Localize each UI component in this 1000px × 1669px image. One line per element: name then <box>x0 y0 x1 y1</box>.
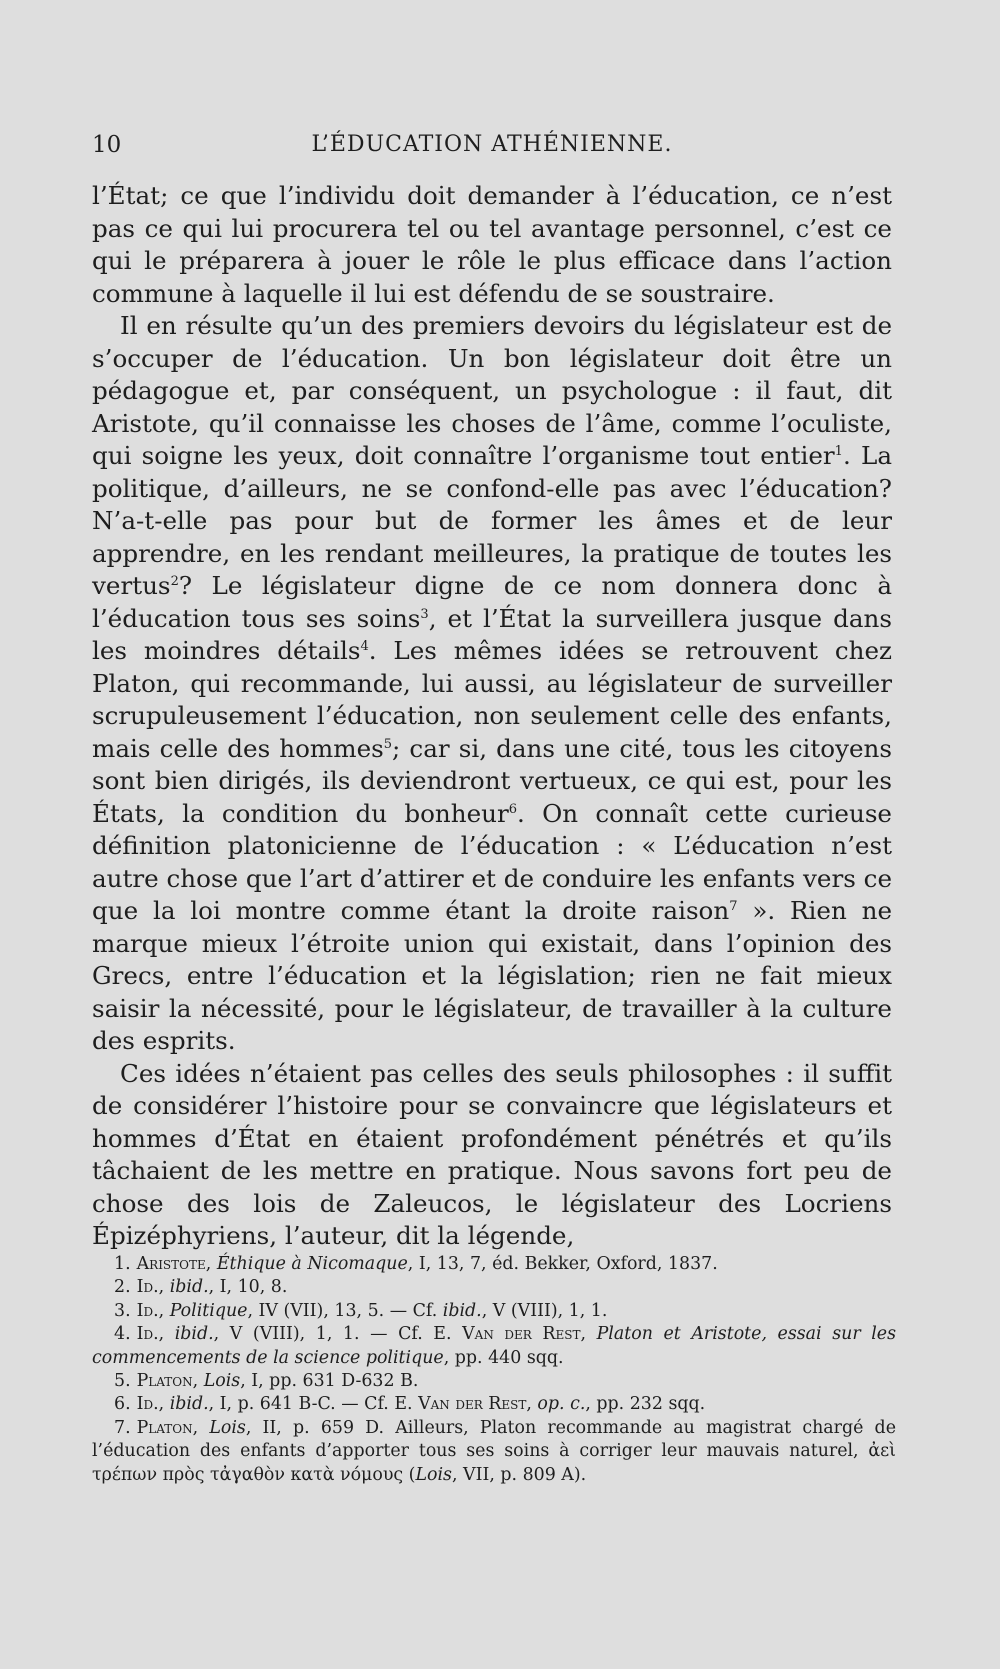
work-title: op. c. <box>537 1394 586 1415</box>
footnote-text: , I, p. 641 B-C. — Cf. E. <box>208 1394 419 1415</box>
author-name: Id. <box>136 1324 159 1345</box>
work-title: ibid. <box>169 1277 209 1298</box>
footnotes <box>92 1253 896 1487</box>
author-name: Id. <box>136 1277 159 1298</box>
text-run: . On connaît cette curieuse définition platonicienne de l’éducation : « L’éducation n’est autre chose que l’art d’attirer et de conduire les enfants vers ce que la loi montre comme étant la droite raison <box>92 798 892 925</box>
footnote-ref: 3 <box>420 606 429 622</box>
paragraph <box>92 310 892 1058</box>
footnote-number: 3. <box>114 1300 131 1321</box>
text-run: Il en résulte qu’un des premiers devoirs du législateur est de s’occuper de l’éducation. Un bon législateur doit être un pédagogue et, par conséquent, un psychologue : il faut, dit Aristote, qu’il connaisse les choses de l’âme, comme l’oculiste, qui soigne les yeux, doit connaître l’organisme tout entier <box>92 311 892 470</box>
footnote <box>92 1323 896 1370</box>
footnote-text: , <box>158 1300 170 1321</box>
paragraph <box>92 1058 892 1253</box>
footnote-text: , VII, p. 809 A). <box>451 1464 587 1485</box>
footnote <box>92 1300 896 1323</box>
footnote-text: , <box>580 1324 597 1345</box>
work-title: ibid. <box>169 1394 209 1415</box>
text-run: , et l’État la surveillera jusque dans les moindres détails <box>92 603 892 665</box>
author-name: Id. <box>136 1300 159 1321</box>
work-title: Lois <box>203 1371 241 1392</box>
footnote-text: , <box>192 1371 204 1392</box>
work-title: Lois <box>209 1417 246 1438</box>
body-text <box>92 180 892 1253</box>
footnote-number: 7. <box>114 1417 131 1438</box>
footnote-text: , I, 10, 8. <box>208 1277 288 1298</box>
footnote-text: , V (VIII), 1, 1. — Cf. E. <box>213 1324 463 1345</box>
text-run: Ces idées n’étaient pas celles des seuls philosophes : il suffit de considérer l’histoire pour se convaincre que législateurs et hommes d’État en étaient profondément pénétrés et qu’ils tâchaient de les mettre en pratique. Nous savons fort peu de chose des lois de Zaleucos, le législateur des Locriens Épizéphyriens, l’auteur, dit la légende, <box>92 1058 892 1250</box>
author-name: Van der Rest <box>418 1394 527 1415</box>
footnote <box>92 1417 896 1487</box>
footnote-text: , <box>158 1324 175 1345</box>
footnote <box>92 1393 896 1416</box>
footnote-text: , <box>192 1417 210 1438</box>
footnote <box>92 1370 896 1393</box>
work-title: ibid. <box>174 1324 214 1345</box>
footnote-text: , <box>526 1394 538 1415</box>
footnote-number: 4. <box>114 1324 131 1345</box>
footnote-ref: 1 <box>834 444 843 459</box>
footnote-ref: 6 <box>508 801 518 817</box>
footnote-number: 2. <box>114 1277 131 1298</box>
footnote-text: , <box>158 1394 170 1415</box>
footnote-text: , V (VIII), 1, 1. <box>481 1300 608 1321</box>
work-title: ibid. <box>442 1300 482 1321</box>
footnote-number: 5. <box>114 1371 131 1392</box>
author-name: Van der Rest <box>462 1324 581 1345</box>
footnote-number: 6. <box>114 1394 131 1415</box>
author-name: Aristote <box>136 1254 206 1274</box>
footnote-ref: 7 <box>729 899 738 914</box>
text-run: . La politique, d’ailleurs, ne se confond-elle pas avec l’éducation? N’a-t-elle pas pour but de former les âmes et de leur apprendre, en les rendant meilleures, la pratique de toutes les vertus <box>92 441 892 600</box>
footnote-ref: 4 <box>360 639 369 654</box>
text-run: ? Le législateur digne de ce nom donnera donc à l’éducation tous ses soins <box>92 571 892 633</box>
text-run: ». Rien ne marque mieux l’étroite union qui existait, dans l’opinion des Grecs, entre l’éducation et la législation; rien ne fait mieux saisir la nécessité, pour le législateur, de travailler à la culture des esprits. <box>92 896 892 1055</box>
footnote-ref: 2 <box>170 574 179 589</box>
work-title: Politique <box>169 1300 248 1321</box>
text-run: . Les mêmes idées se retrouvent chez Platon, qui recommande, lui aussi, au législateur de surveiller scrupuleusement l’éducation, non seulement celle des enfants, mais celle des hommes <box>92 636 892 763</box>
author-name: Platon <box>136 1371 193 1392</box>
running-title: L’ÉDUCATION ATHÉNIENNE. <box>311 132 673 157</box>
footnote-text: , pp. 232 sqq. <box>585 1394 706 1415</box>
footnote-ref: 5 <box>383 736 393 752</box>
footnote-text: , I, pp. 631 D-632 B. <box>240 1371 419 1392</box>
text-run: ; car si, dans une cité, tous les citoyens sont bien dirigés, ils deviendront vertueux, ce qui est, pour les États, la condition du bonheur <box>92 733 893 828</box>
footnote-text: , II, p. 659 D. Ailleurs, Platon recommande au magistrat chargé de l’éducation des enfants d’apporter tous ses soins à corriger leur mauvais naturel, ἀεὶ τρέπων πρὸς τἀγαθὸν κατὰ νόμους ( <box>92 1417 896 1485</box>
footnote-text: , pp. 440 sqq. <box>443 1347 564 1368</box>
footnote-text: , IV (VII), 13, 5. — Cf. <box>247 1300 443 1321</box>
footnote-text: , <box>158 1277 170 1298</box>
author-name: Platon <box>136 1417 193 1438</box>
footnote-text: , <box>205 1254 217 1274</box>
work-title: Platon et Aristote, essai sur les commencements de la science politique <box>92 1324 896 1368</box>
author-name: Id. <box>136 1394 159 1415</box>
work-title: Lois <box>415 1464 452 1485</box>
work-title: Éthique à Nicomaque <box>216 1254 408 1274</box>
footnote-number: 1. <box>114 1254 131 1274</box>
page-number: 10 <box>92 132 122 158</box>
paragraph <box>92 180 892 310</box>
running-head <box>92 132 892 166</box>
footnote <box>92 1253 896 1276</box>
footnote <box>92 1276 896 1299</box>
footnote-text: , I, 13, 7, éd. Bekker, Oxford, 1837. <box>407 1254 718 1274</box>
text-run: l’État; ce que l’individu doit demander à l’éducation, ce n’est pas ce qui lui procurera tel ou tel avantage personnel, c’est ce qui le préparera à jouer le rôle le plus efficace dans l’action commune à laquelle il lui est défendu de se soustraire. <box>92 181 892 308</box>
